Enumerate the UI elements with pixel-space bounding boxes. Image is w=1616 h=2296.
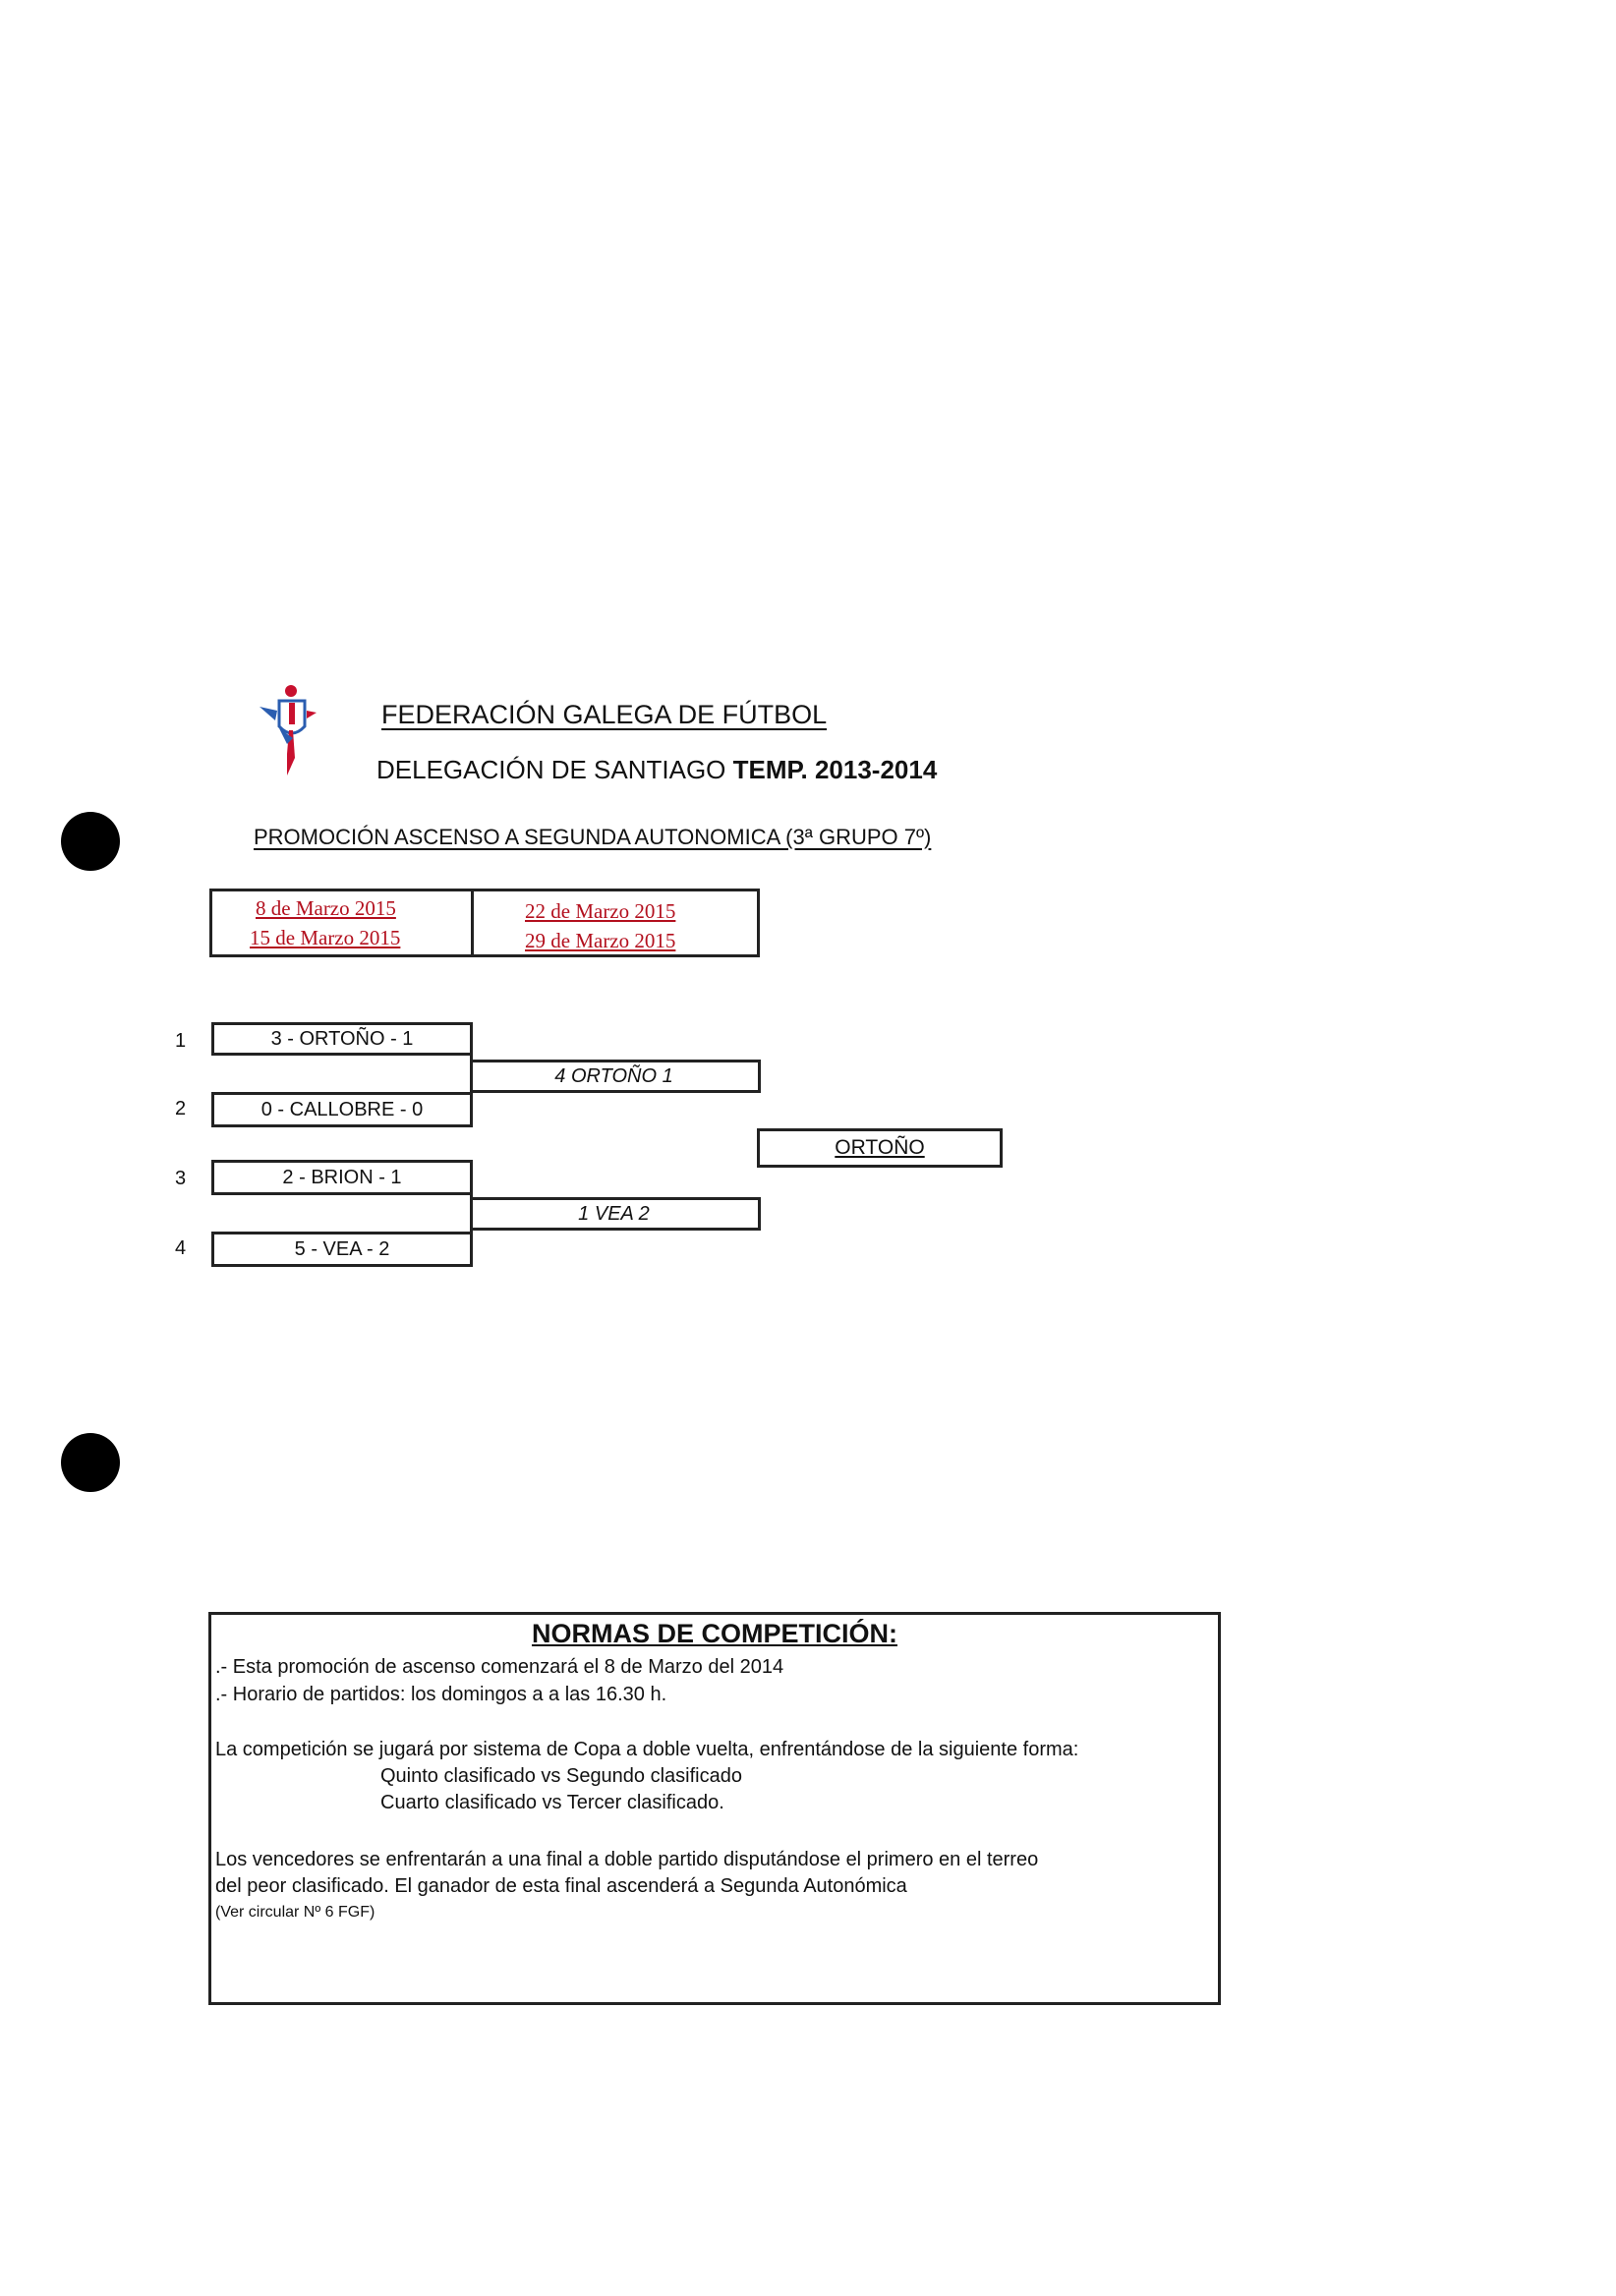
punch-hole bbox=[61, 1433, 120, 1492]
rule-line: (Ver circular Nº 6 FGF) bbox=[215, 1904, 375, 1921]
rules-title: NORMAS DE COMPETICIÓN: bbox=[531, 1619, 897, 1648]
match-box: 0 - CALLOBRE - 0 bbox=[211, 1092, 473, 1127]
final-box: ORTOÑO bbox=[757, 1128, 1003, 1168]
seed-number: 1 bbox=[175, 1030, 187, 1052]
federation-title: FEDERACIÓN GALEGA DE FÚTBOL bbox=[381, 700, 828, 729]
semifinal-box: 1 VEA 2 bbox=[470, 1197, 761, 1231]
rule-line: Quinto clasificado vs Segundo clasificado bbox=[380, 1765, 742, 1787]
delegation-line bbox=[376, 755, 937, 785]
seed-number: 4 bbox=[175, 1237, 187, 1259]
federation-crest-icon bbox=[254, 681, 318, 779]
rule-line: del peor clasificado. El ganador de esta final ascenderá a Segunda Autonómica bbox=[215, 1875, 907, 1897]
punch-hole bbox=[61, 812, 120, 871]
season: TEMP. 2013-2014 bbox=[732, 755, 938, 784]
rule-line: .- Esta promoción de ascenso comenzará el 8 de Marzo del 2014 bbox=[215, 1656, 784, 1678]
delegation-name: DELEGACIÓN DE SANTIAGO bbox=[376, 755, 726, 784]
promotion-title: PROMOCIÓN ASCENSO A SEGUNDA AUTONOMICA (3ª GRUPO 7º) bbox=[254, 825, 932, 849]
match-box: 2 - BRION - 1 bbox=[211, 1160, 473, 1195]
match-box: 3 - ORTOÑO - 1 bbox=[211, 1022, 473, 1056]
rule-line: Cuarto clasificado vs Tercer clasificado. bbox=[380, 1792, 724, 1813]
match-box: 5 - VEA - 2 bbox=[211, 1232, 473, 1267]
dates-box bbox=[209, 889, 760, 957]
seed-number: 2 bbox=[175, 1098, 187, 1119]
rule-line: Los vencedores se enfrentarán a una final a doble partido disputándose el primero en el terreo bbox=[215, 1849, 1039, 1870]
date-first-leg-2: 22 de Marzo 2015 bbox=[525, 899, 676, 923]
semifinal-box: 4 ORTOÑO 1 bbox=[470, 1060, 761, 1093]
competition-rules bbox=[208, 1612, 1221, 2005]
date-second-leg-1: 15 de Marzo 2015 bbox=[250, 926, 401, 949]
rule-line: .- Horario de partidos: los domingos a a las 16.30 h. bbox=[215, 1684, 667, 1705]
seed-number: 3 bbox=[175, 1168, 187, 1189]
rule-line: La competición se jugará por sistema de Copa a doble vuelta, enfrentándose de la siguiente forma: bbox=[215, 1739, 1079, 1760]
date-first-leg-1: 8 de Marzo 2015 bbox=[256, 896, 396, 920]
date-second-leg-2: 29 de Marzo 2015 bbox=[525, 929, 676, 952]
